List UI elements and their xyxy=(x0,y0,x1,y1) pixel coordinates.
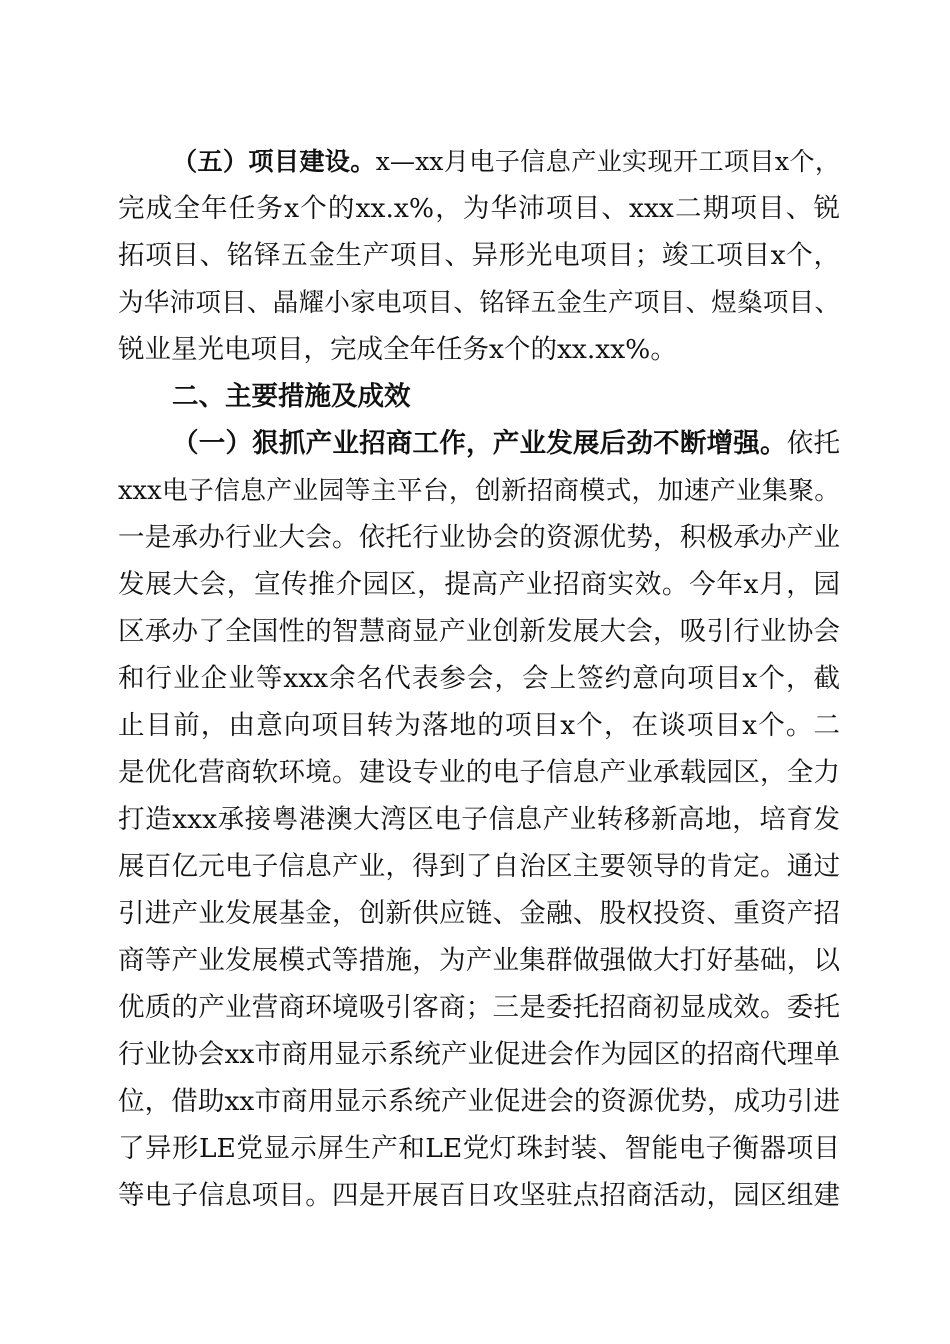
paragraph-text: x—xx月电子信息产业实现开工项目x个， xyxy=(375,147,840,176)
paragraph-line: 位，借助xx市商用显示系统产业促进会的资源优势，成功引进 xyxy=(118,1086,840,1117)
paragraph-line: 和行业企业等xxx余名代表参会，会上签约意向项目x个，截 xyxy=(118,663,840,694)
paragraph-line: 锐业星光电项目，完成全年任务x个的xx.xx%。 xyxy=(118,334,677,365)
paragraph-line: xxx电子信息产业园等主平台，创新招商模式，加速产业集聚。 xyxy=(118,476,840,506)
paragraph-line: 一是承办行业大会。依托行业协会的资源优势，积极承办产业 xyxy=(118,522,840,553)
paragraph-line: 为华沛项目、晶耀小家电项目、铭铎五金生产项目、煜燊项目、 xyxy=(118,288,840,318)
paragraph-line: 止目前，由意向项目转为落地的项目x个，在谈项目x个。二 xyxy=(118,710,840,741)
paragraph-line: 是优化营商软环境。建设专业的电子信息产业承载园区，全力 xyxy=(118,757,840,788)
paragraph-line: 发展大会，宣传推介园区，提高产业招商实效。今年x月，园 xyxy=(118,569,840,600)
paragraph-line: 拓项目、铭铎五金生产项目、异形光电项目；竣工项目x个， xyxy=(118,240,840,271)
paragraph-line: 了异形LE党显示屏生产和LE党灯珠封装、智能电子衡器项目 xyxy=(118,1133,840,1164)
paragraph-line: 行业协会xx市商用显示系统产业促进会作为园区的招商代理单 xyxy=(118,1039,840,1070)
paragraph-line: 引进产业发展基金，创新供应链、金融、股权投资、重资产招 xyxy=(118,898,840,929)
paragraph-line: 打造xxx承接粤港澳大湾区电子信息产业转移新高地，培育发 xyxy=(118,804,840,835)
paragraph-line: 商等产业发展模式等措施，为产业集群做强做大打好基础，以 xyxy=(118,945,840,976)
paragraph-line xyxy=(172,424,840,464)
subsection-heading: （一）狠抓产业招商工作，产业发展后劲不断增强。 xyxy=(172,428,787,459)
paragraph-line: 完成全年任务x个的xx.x%，为华沛项目、xxx二期项目、锐 xyxy=(118,193,840,224)
paragraph-line: 等电子信息项目。四是开展百日攻坚驻点招商活动，园区组建 xyxy=(118,1180,840,1211)
section-title: 二、主要措施及成效 xyxy=(172,381,411,412)
paragraph-text: 依托 xyxy=(786,428,841,459)
paragraph-line: 区承办了全国性的智慧商显产业创新发展大会，吸引行业协会 xyxy=(118,616,840,647)
paragraph-line: 优质的产业营商环境吸引客商；三是委托招商初显成效。委托 xyxy=(118,992,840,1023)
paragraph-line xyxy=(172,142,840,182)
section-heading: （五）项目建设。 xyxy=(172,147,376,176)
paragraph-line: 展百亿元电子信息产业，得到了自治区主要领导的肯定。通过 xyxy=(118,851,840,882)
